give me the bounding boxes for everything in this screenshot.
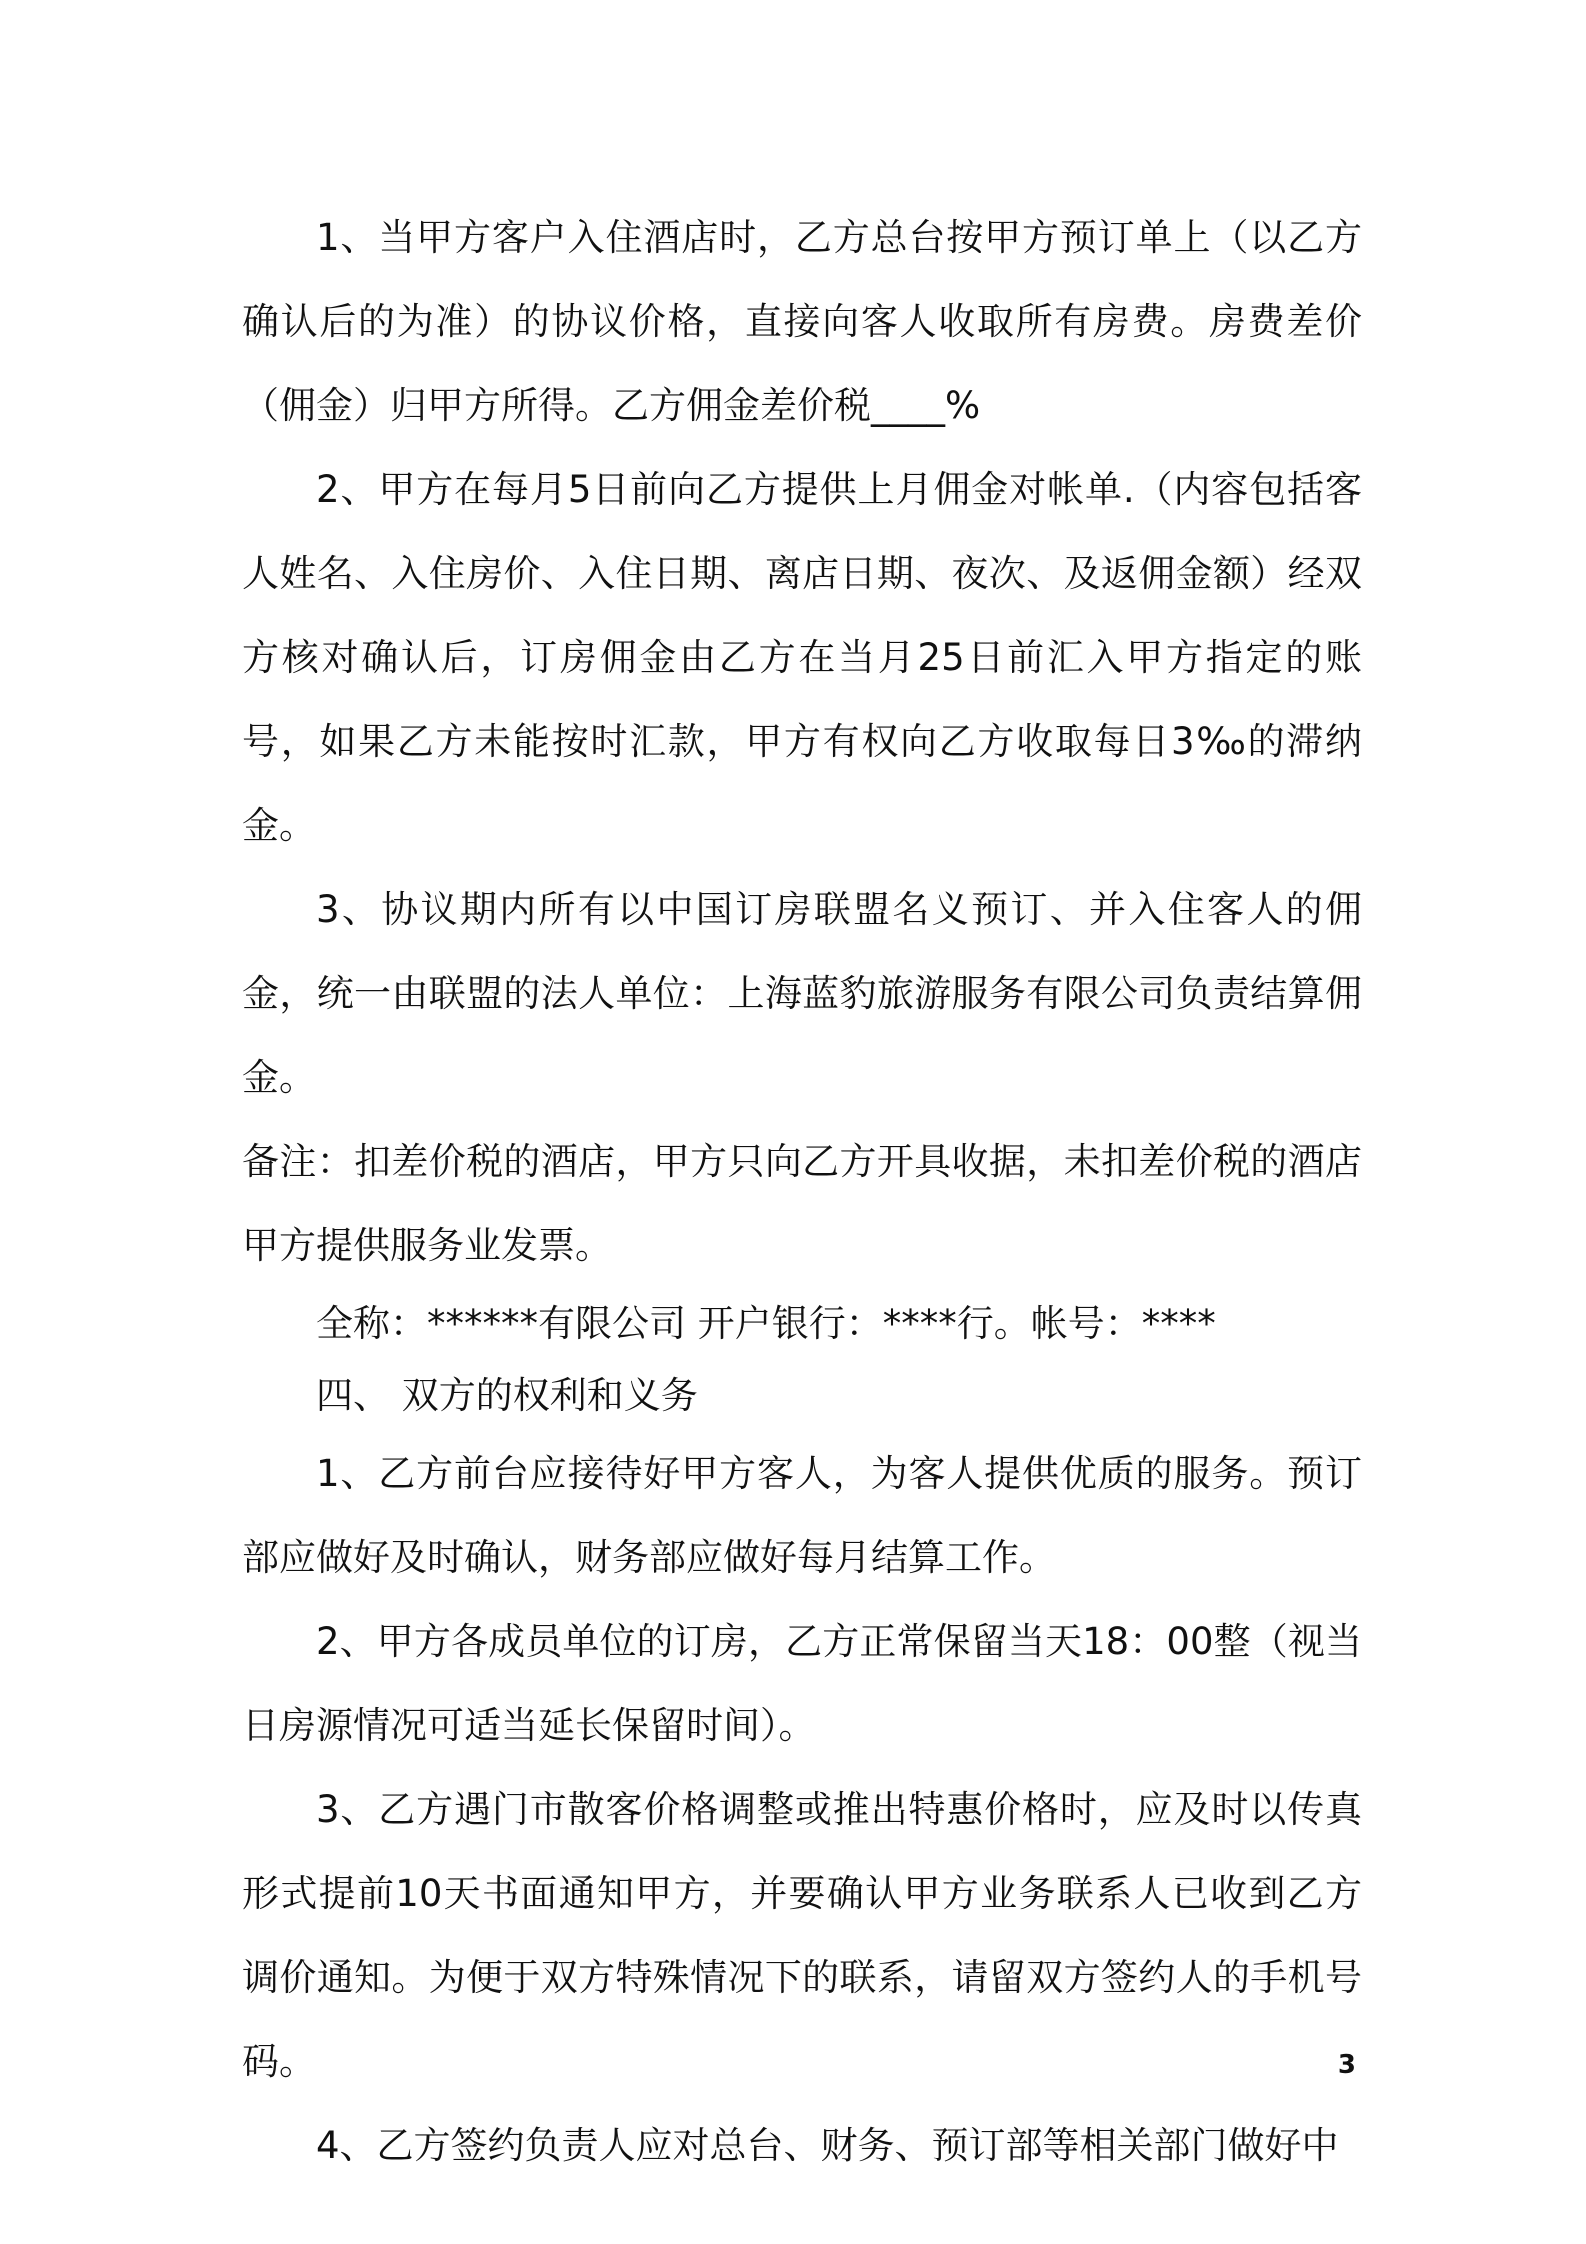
paragraph-obligation-1: 1、乙方前台应接待好甲方客人，为客人提供优质的服务。预订部应做好及时确认，财务部应做好每月结算工作。 — [242, 1452, 1362, 1579]
page-number: 3 — [1337, 2050, 1356, 2080]
paragraph-obligation-2: 2、甲方各成员单位的订房，乙方正常保留当天18：00整（视当日房源情况可适当延长保留时间）。 — [242, 1620, 1362, 1747]
paragraph-obligation-4: 4、乙方签约负责人应对总台、财务、预订部等相关部门做好中 — [316, 2124, 1339, 2167]
section-heading-rights-obligations: 四、 双方的权利和义务 — [316, 1374, 698, 1417]
document-body — [242, 196, 1362, 2188]
paragraph-account-info: 全称：******有限公司 开户银行：****行。帐号：**** — [316, 1302, 1216, 1345]
paragraph-obligation-3: 3、乙方遇门市散客价格调整或推出特惠价格时，应及时以传真形式提前10天书面通知甲方，并要确认甲方业务联系人已收到乙方调价通知。为便于双方特殊情况下的联系，请留双方签约人的手机号码。 — [242, 1788, 1362, 2083]
paragraph-clause-3: 3、协议期内所有以中国订房联盟名义预订、并入住客人的佣金，统一由联盟的法人单位：上海蓝豹旅游服务有限公司负责结算佣金。 — [242, 888, 1362, 1099]
paragraph-clause-2: 2、甲方在每月5日前向乙方提供上月佣金对帐单.（内容包括客人姓名、入住房价、入住日期、离店日期、夜次、及返佣金额）经双方核对确认后，订房佣金由乙方在当月25日前汇入甲方指定的账号，如果乙方未能按时汇款，甲方有权向乙方收取每日3‰的滞纳金。 — [242, 468, 1362, 847]
paragraph-remark: 备注：扣差价税的酒店，甲方只向乙方开具收据，未扣差价税的酒店甲方提供服务业发票。 — [242, 1140, 1362, 1267]
paragraph-clause-1: 1、当甲方客户入住酒店时，乙方总台按甲方预订单上（以乙方确认后的为准）的协议价格，直接向客人收取所有房费。房费差价（佣金）归甲方所得。乙方佣金差价税____% — [242, 216, 1362, 427]
